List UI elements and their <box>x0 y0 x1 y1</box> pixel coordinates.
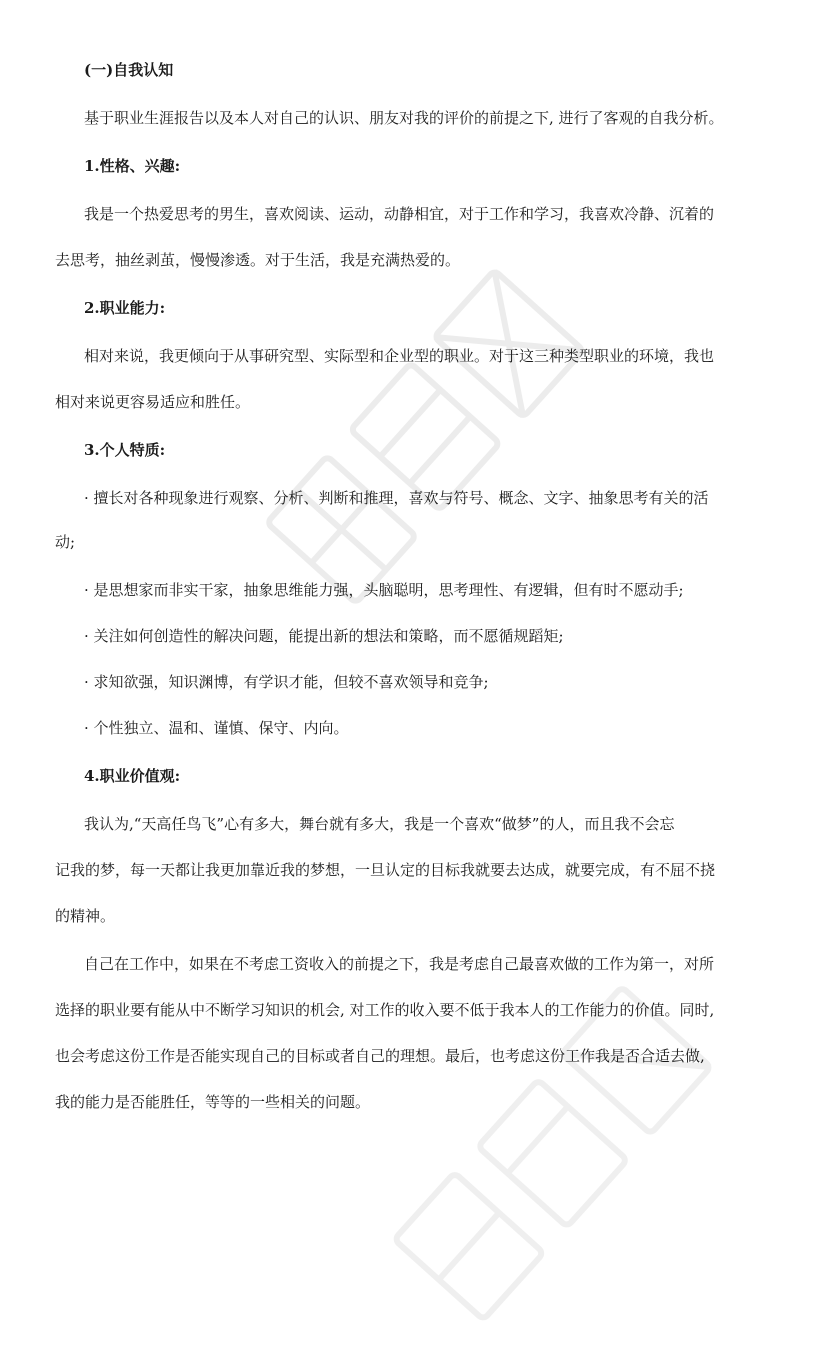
trait-item-2: · 是思想家而非实干家，抽象思维能力强，头脑聪明，思考理性、有逻辑，但有时不愿动手; <box>84 581 684 599</box>
paragraph-work-line1: 自己在工作中，如果在不考虑工资收入的前提之下，我是考虑自己最喜欢做的工作为第一，对所 <box>84 955 715 973</box>
paragraph-career-ability-line1: 相对来说，我更倾向于从事研究型、实际型和企业型的职业。对于这三种类型职业的环境，我也 <box>84 347 715 365</box>
paragraph-work-line2: 选择的职业要有能从中不断学习知识的机会, 对工作的收入要不低于我本人的工作能力的价值。同时, <box>55 1001 715 1019</box>
paragraph-career-ability-line2: 相对来说更容易适应和胜任。 <box>55 393 251 411</box>
heading-career-values: 4.职业价值观: <box>84 767 181 785</box>
paragraph-values-line3: 的精神。 <box>55 907 116 925</box>
section-title: (一)自我认知 <box>84 61 174 79</box>
paragraph-work-line3: 也会考虑这份工作是否能实现自己的目标或者自己的理想。最后，也考虑这份工作我是否合适去做, <box>55 1047 705 1065</box>
trait-item-5: · 个性独立、温和、谨慎、保守、内向。 <box>84 719 349 737</box>
paragraph-values-line2: 记我的梦，每一天都让我更加靠近我的梦想，一旦认定的目标我就要去达成，就要完成，有不屈不挠 <box>55 861 716 879</box>
heading-personality: 1.性格、兴趣: <box>84 157 181 175</box>
paragraph-work-line4: 我的能力是否能胜任，等等的一些相关的问题。 <box>55 1093 371 1111</box>
paragraph-personality-line1: 我是一个热爱思考的男生，喜欢阅读、运动，动静相宜，对于工作和学习，我喜欢冷静、沉着的 <box>84 205 715 223</box>
trait-item-1-line2: 动; <box>55 533 76 551</box>
heading-career-ability: 2.职业能力: <box>84 299 166 317</box>
paragraph-values-line1: 我认为,“天高任鸟飞”心有多大，舞台就有多大，我是一个喜欢“做梦”的人，而且我不会忘 <box>84 815 675 833</box>
paragraph-personality-line2: 去思考，抽丝剥茧，慢慢渗透。对于生活，我是充满热爱的。 <box>55 251 461 269</box>
trait-item-1-line1: · 擅长对各种现象进行观察、分析、判断和推理，喜欢与符号、概念、文字、抽象思考有关的活 <box>84 489 709 507</box>
intro-paragraph: 基于职业生涯报告以及本人对自己的认识、朋友对我的评价的前提之下, 进行了客观的自我分析。 <box>84 109 724 127</box>
heading-personal-traits: 3.个人特质: <box>84 441 166 459</box>
trait-item-3: · 关注如何创造性的解决问题，能提出新的想法和策略，而不愿循规蹈矩; <box>84 627 564 645</box>
trait-item-4: · 求知欲强，知识渊博，有学识才能，但较不喜欢领导和竞争; <box>84 673 489 691</box>
